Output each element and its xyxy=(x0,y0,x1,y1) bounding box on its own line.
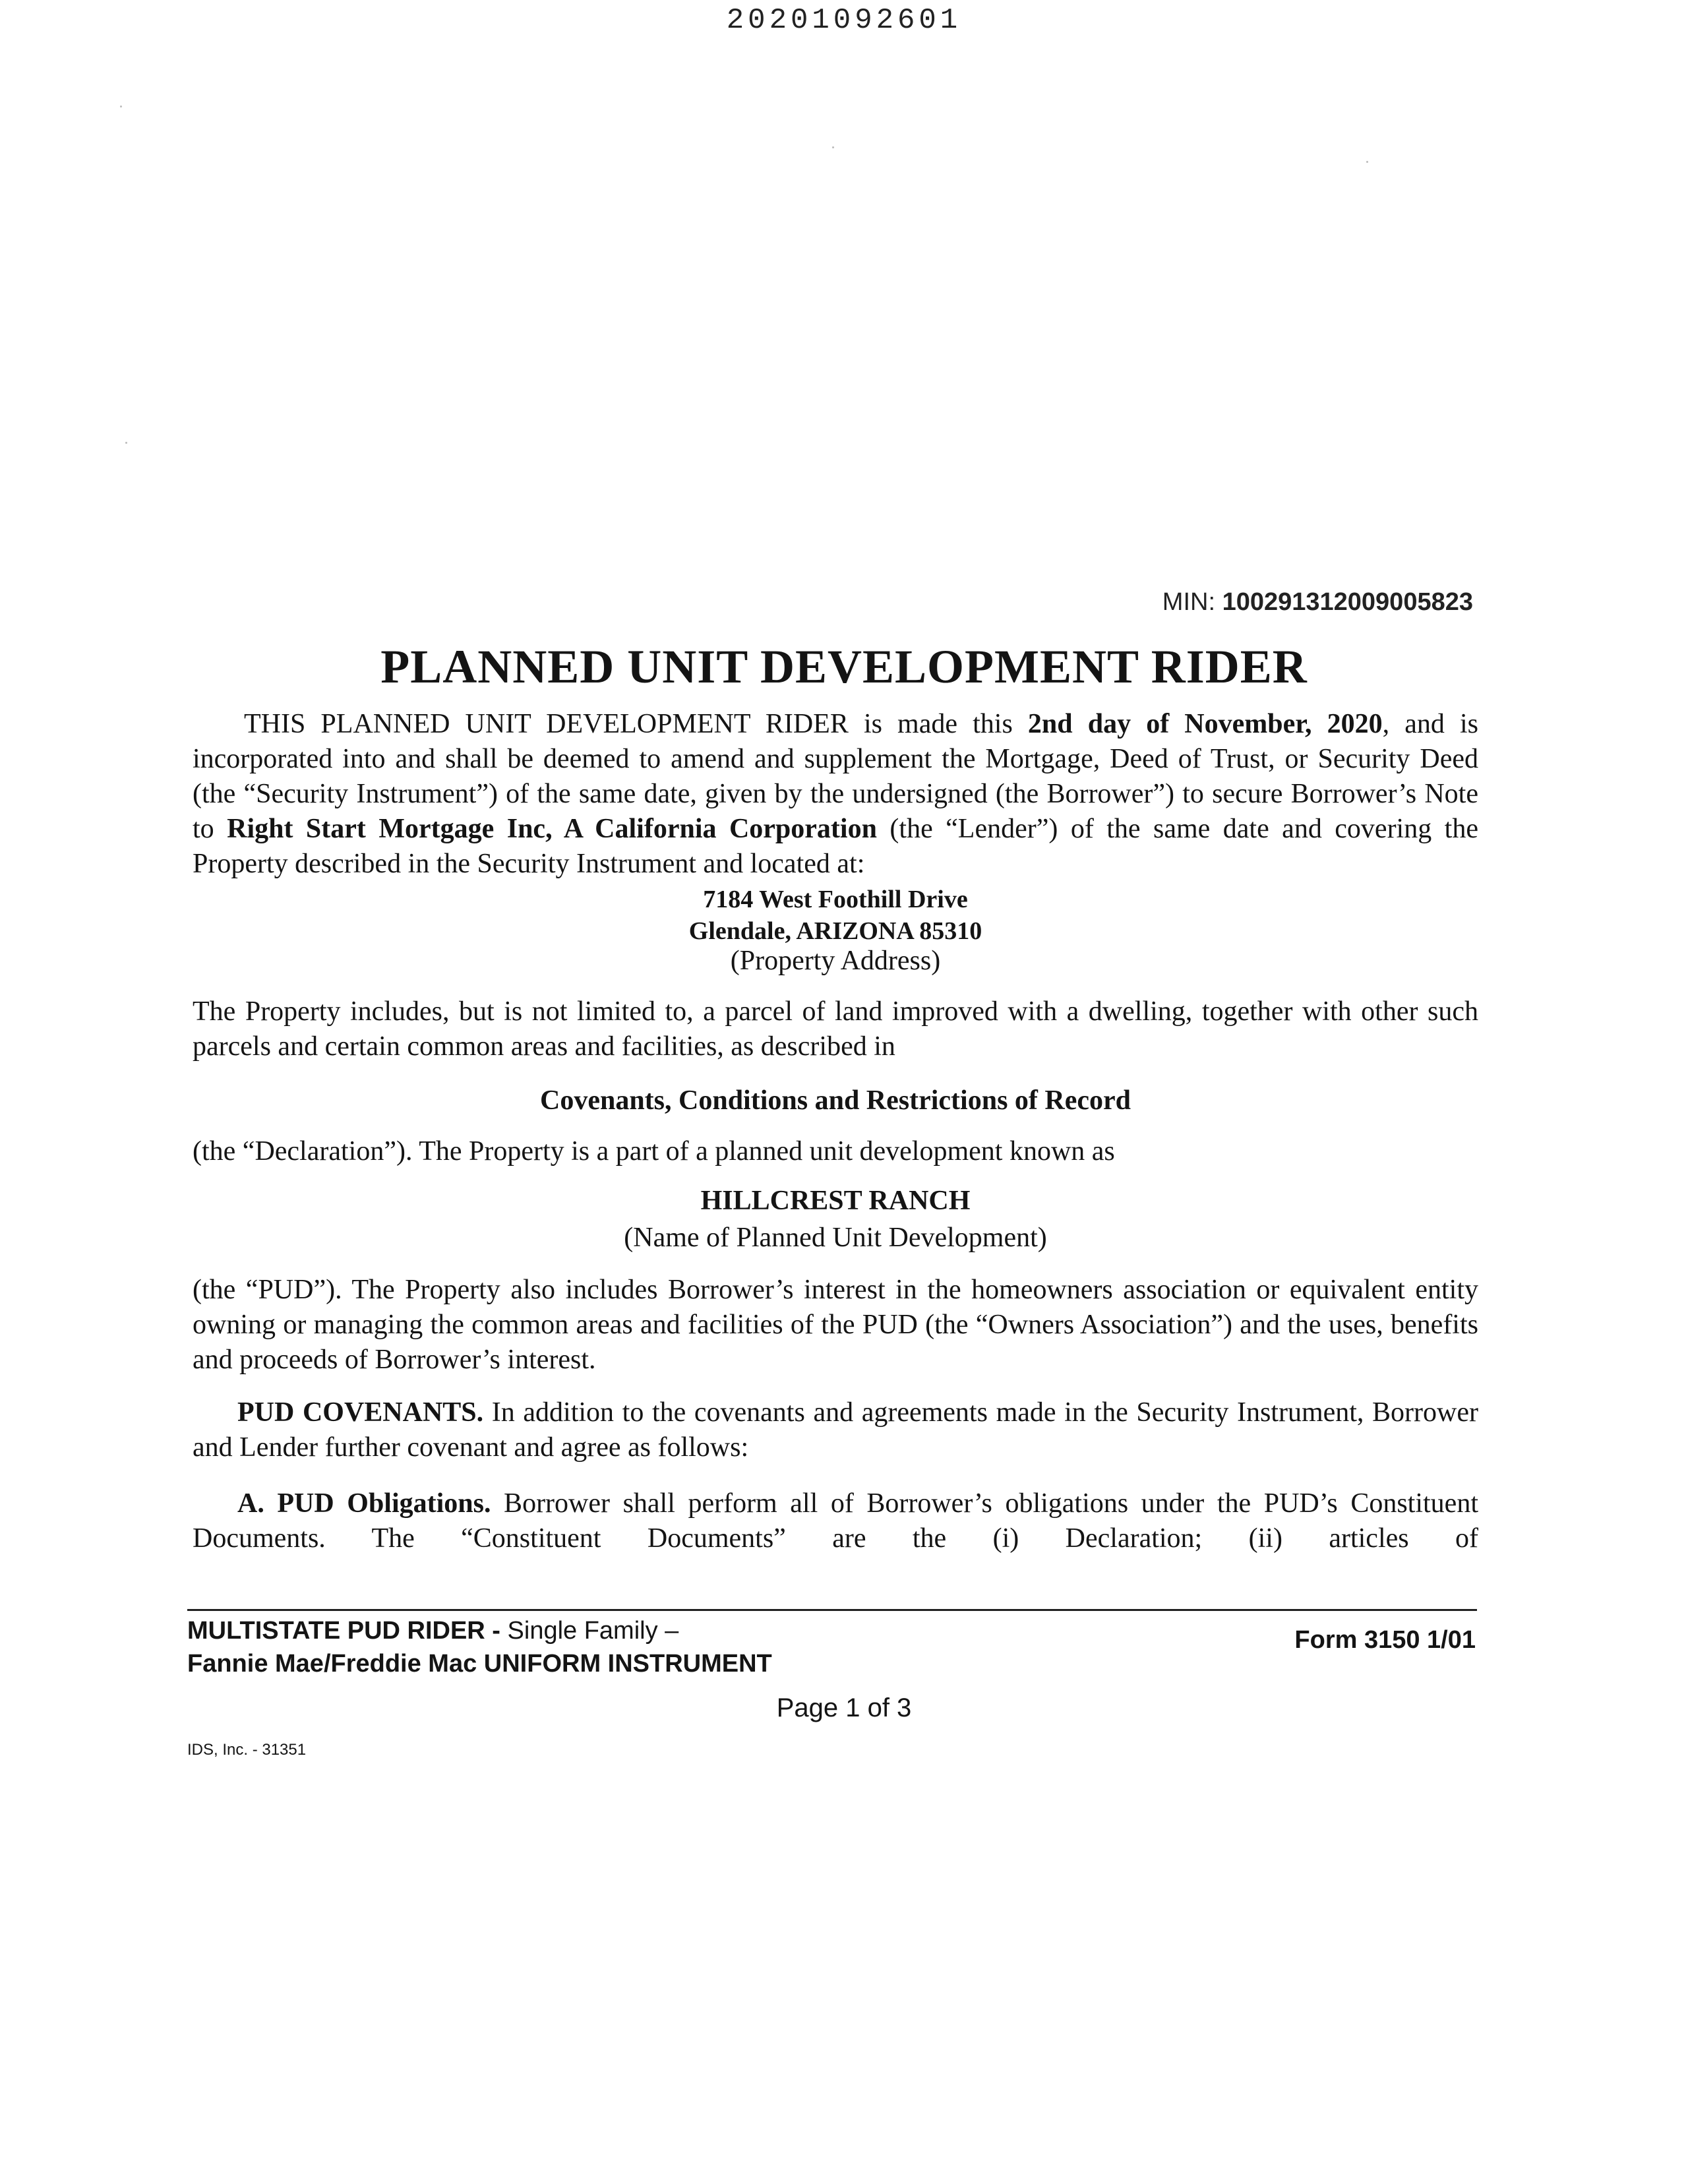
ids-code: IDS, Inc. - 31351 xyxy=(187,1741,307,1759)
min-label: MIN: xyxy=(1162,588,1216,616)
pud-obligations-paragraph xyxy=(193,1486,1478,1556)
declaration-name: Covenants, Conditions and Restrictions of Record xyxy=(539,1085,1131,1116)
intro-paragraph xyxy=(193,707,1478,882)
property-paragraph: The Property includes, but is not limited to, a parcel of land improved with a dwelling, together with other such parcels and certain common areas and facilities, as described in xyxy=(193,996,1478,1062)
pud-paragraph: (the “PUD”). The Property also includes Borrower’s interest in the homeowners association or equivalent entity owning or managing the common areas and facilities of the PUD (the “Owners Association”) and the uses, benefits and proceeds of Borrower’s interest. xyxy=(193,1275,1478,1375)
min-value: 100291312009005823 xyxy=(1222,588,1473,616)
footer-instrument-name: Fannie Mae/Freddie Mac UNIFORM INSTRUMENT xyxy=(187,1650,772,1678)
intro-text-2: , and is incorporated into and shall be deemed to amend and supplement the Mortgage, Deed of Trust, or Security Deed (the “Security Instrument”) of the same date, given by the undersigned (the Borrower”) to secure Borrower’s Note to xyxy=(193,709,1479,844)
intro-text-3: (the “Lender”) of the same date and covering the Property described in the Security Instrument and located at: xyxy=(193,814,1478,879)
property-address-label: (Property Address) xyxy=(730,946,941,976)
footer-line-1 xyxy=(187,1614,772,1647)
pud-covenants-text: In addition to the covenants and agreements made in the Security Instrument, Borrower and Lender further covenant and agree as follows: xyxy=(193,1397,1478,1463)
footer-divider xyxy=(187,1609,1477,1611)
min-number xyxy=(1162,588,1473,617)
recording-number: 20201092601 xyxy=(726,4,962,37)
footer-rider-type: Single Family – xyxy=(500,1617,679,1645)
pud-name-label: (Name of Planned Unit Development) xyxy=(624,1223,1047,1253)
address-line-2: Glendale, ARIZONA 85310 xyxy=(688,917,982,945)
address-line-1: 7184 West Foothill Drive xyxy=(703,886,968,913)
property-address xyxy=(193,884,1478,947)
lender-name: Right Start Mortgage Inc, A California Corporation xyxy=(227,814,877,844)
pud-covenants-paragraph xyxy=(193,1395,1478,1465)
footer-line-2 xyxy=(187,1647,772,1680)
footer-rider-name: MULTISTATE PUD RIDER - xyxy=(187,1617,500,1645)
pud-obligations-text: Borrower shall perform all of Borrower’s obligations under the PUD’s Constituent Documents. The “Constituent Documents” are the (i) Declaration; (ii) articles of xyxy=(193,1488,1478,1554)
document-title: PLANNED UNIT DEVELOPMENT RIDER xyxy=(380,640,1308,693)
form-number: Form 3150 1/01 xyxy=(1294,1626,1476,1654)
pud-covenants-heading: PUD COVENANTS. xyxy=(237,1397,484,1428)
pud-name: HILLCREST RANCH xyxy=(700,1186,971,1216)
page-number: Page 1 of 3 xyxy=(776,1693,912,1722)
declaration-paragraph: (the “Declaration”). The Property is a part of a planned unit development known as xyxy=(193,1136,1115,1167)
pud-obligations-heading: A. PUD Obligations. xyxy=(237,1488,491,1519)
rider-date: 2nd day of November, 2020 xyxy=(1027,709,1383,739)
footer-form-description xyxy=(187,1614,772,1680)
intro-text-1: THIS PLANNED UNIT DEVELOPMENT RIDER is made this xyxy=(244,709,1028,739)
